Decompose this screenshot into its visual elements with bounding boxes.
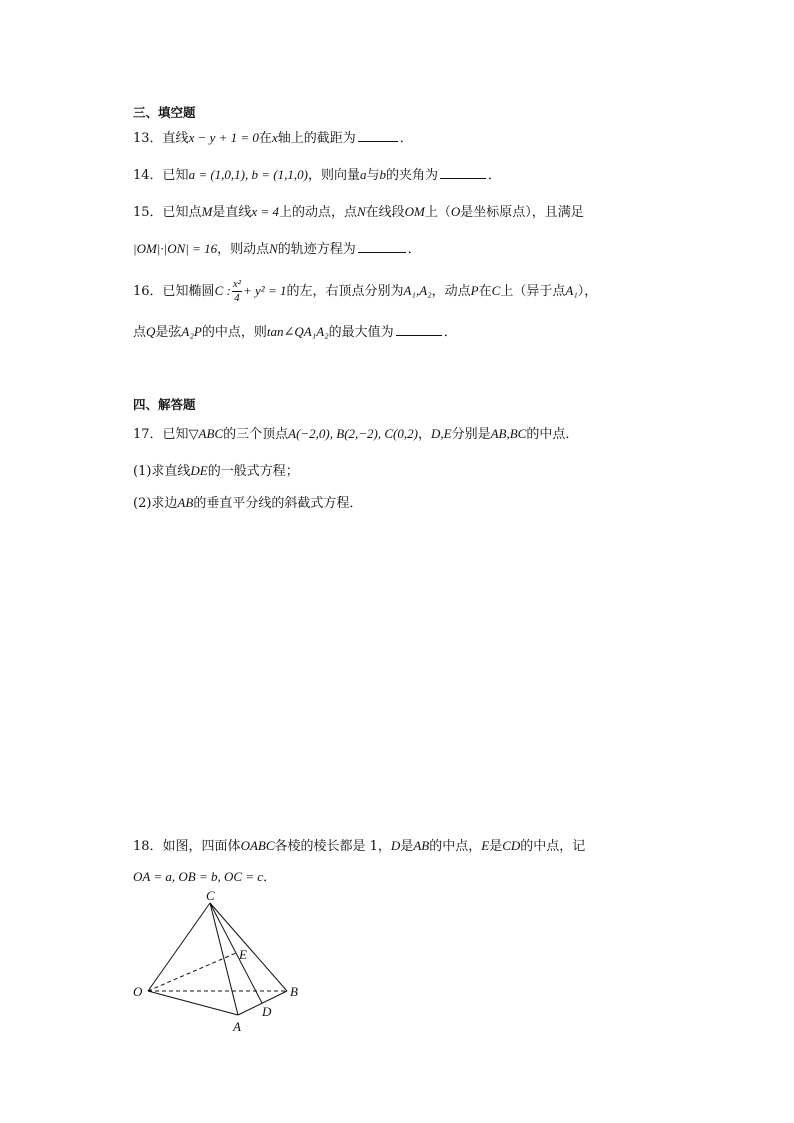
text: 的左，右顶点分别为 <box>286 284 404 299</box>
variable: DE <box>190 463 208 478</box>
variable: P <box>470 283 479 298</box>
variable: A₂P <box>181 324 202 339</box>
text: 上（ <box>424 205 451 220</box>
variable: D <box>390 838 401 853</box>
text: 的中点，记 <box>520 839 586 854</box>
text: 是 <box>489 839 503 854</box>
text: 各棱的棱长都是 1， <box>274 839 391 854</box>
vector-a: a <box>359 167 367 182</box>
text: 是 <box>400 839 414 854</box>
question-number: 18． <box>133 839 163 854</box>
text: 的中点，则 <box>201 325 267 340</box>
text: 的中点． <box>526 427 579 442</box>
question-16 <box>133 278 663 305</box>
text: 已知 <box>162 427 189 442</box>
variable: O <box>450 204 461 219</box>
text: 的夹角为 <box>385 168 438 183</box>
equation: x − y + 1 = 0 <box>188 130 259 145</box>
variable: D,E <box>430 426 452 441</box>
text: ，动点 <box>431 284 471 299</box>
variable: OM <box>404 204 425 219</box>
fraction-numerator: x² <box>232 278 241 290</box>
variable: C : <box>214 283 231 298</box>
text: 点 <box>133 325 147 340</box>
text: (2)求边 <box>133 496 178 511</box>
text: 已知椭圆 <box>162 284 215 299</box>
label-E: E <box>239 947 247 962</box>
vector-definitions: OA = a, OB = b, OC = c <box>133 869 264 884</box>
label-A: A <box>233 1019 241 1034</box>
variable: M <box>201 204 213 219</box>
text: 在线段 <box>365 205 405 220</box>
vertices: A(−2,0), B(2,−2), C(0,2) <box>288 426 418 441</box>
equation: x = 4 <box>251 204 279 219</box>
variable: A₁,A₂ <box>403 283 432 298</box>
text: ，则动点 <box>217 242 270 257</box>
question-number: 14． <box>133 168 163 183</box>
variable: AB <box>177 495 194 510</box>
question-15 <box>133 203 663 222</box>
label-D: D <box>262 1004 272 1019</box>
vector-definitions: a = (1,0,1), b = (1,1,0) <box>188 167 308 182</box>
answer-blank <box>440 166 486 179</box>
variable: OABC <box>240 838 275 853</box>
text: 已知 <box>162 168 189 183</box>
fraction <box>232 278 242 305</box>
variable: A₁ <box>565 283 578 298</box>
text: ． <box>443 325 457 340</box>
question-18 <box>133 837 663 856</box>
variable: N <box>356 204 366 219</box>
variable: Q <box>146 324 156 339</box>
text: 在 <box>478 284 492 299</box>
text: 在 <box>258 131 272 146</box>
edge-CA <box>210 903 238 1015</box>
equation: + y² = 1 <box>243 283 287 298</box>
text: 轴上的截距为 <box>277 131 356 146</box>
text: ． <box>487 168 501 183</box>
text: 是坐标原点），且满足 <box>460 205 584 220</box>
label-B: B <box>290 984 298 999</box>
expression: tan∠QA₁A₂ <box>266 324 329 339</box>
section-solve-heading: 四、解答题 <box>133 397 196 412</box>
text: ，则向量 <box>307 168 360 183</box>
vector-b: b <box>379 167 386 182</box>
question-16-line-2 <box>133 323 663 342</box>
question-14 <box>133 166 663 185</box>
tetrahedron-figure <box>130 888 320 1038</box>
question-15-line-2 <box>133 240 663 259</box>
text: ． <box>399 131 413 146</box>
question-13 <box>133 129 663 148</box>
text: ， <box>417 427 431 442</box>
text: 上（异于点 <box>500 284 566 299</box>
label-C: C <box>206 888 215 903</box>
section-fill-blank-heading: 三、填空题 <box>133 105 196 120</box>
text: 的中点， <box>429 839 482 854</box>
variable: AB,BC <box>490 426 527 441</box>
question-number: 13． <box>133 131 163 146</box>
text: 的垂直平分线的斜截式方程． <box>193 496 363 511</box>
answer-blank <box>358 240 406 253</box>
text: 是弦 <box>155 325 182 340</box>
question-18-line-2 <box>133 868 663 887</box>
text: 已知点 <box>162 205 202 220</box>
variable: x <box>271 130 278 145</box>
edge-OC <box>148 903 210 991</box>
text: 的一般式方程； <box>207 464 299 479</box>
edge-OA <box>148 991 238 1015</box>
text: 的轨迹方程为 <box>277 242 356 257</box>
question-17-part-1 <box>133 462 663 481</box>
condition: |OM|·|ON| = 16 <box>133 241 218 256</box>
text: (1)求直线 <box>133 464 191 479</box>
text: ）， <box>577 284 598 299</box>
question-number: 17． <box>133 427 163 442</box>
question-number: 15． <box>133 205 163 220</box>
text: 如图，四面体 <box>162 839 241 854</box>
fraction-denominator: 4 <box>234 292 240 304</box>
text: 的三个顶点 <box>223 427 289 442</box>
answer-blank <box>358 129 398 142</box>
text: 是直线 <box>212 205 252 220</box>
variable: N <box>269 241 278 256</box>
triangle: ▽ABC <box>188 426 224 441</box>
text: 直线 <box>162 131 189 146</box>
variable: CD <box>502 838 521 853</box>
text: 与 <box>366 168 380 183</box>
variable: AB <box>413 838 430 853</box>
text: 的最大值为 <box>328 325 394 340</box>
variable: C <box>491 283 501 298</box>
question-17 <box>133 425 663 444</box>
text: ． <box>263 870 277 885</box>
text: ． <box>407 242 421 257</box>
question-17-part-2 <box>133 494 663 513</box>
question-number: 16． <box>133 284 163 299</box>
label-O: O <box>133 984 143 999</box>
text: 上的动点，点 <box>278 205 357 220</box>
text: 分别是 <box>451 427 491 442</box>
answer-blank <box>396 323 442 336</box>
variable: E <box>481 838 490 853</box>
